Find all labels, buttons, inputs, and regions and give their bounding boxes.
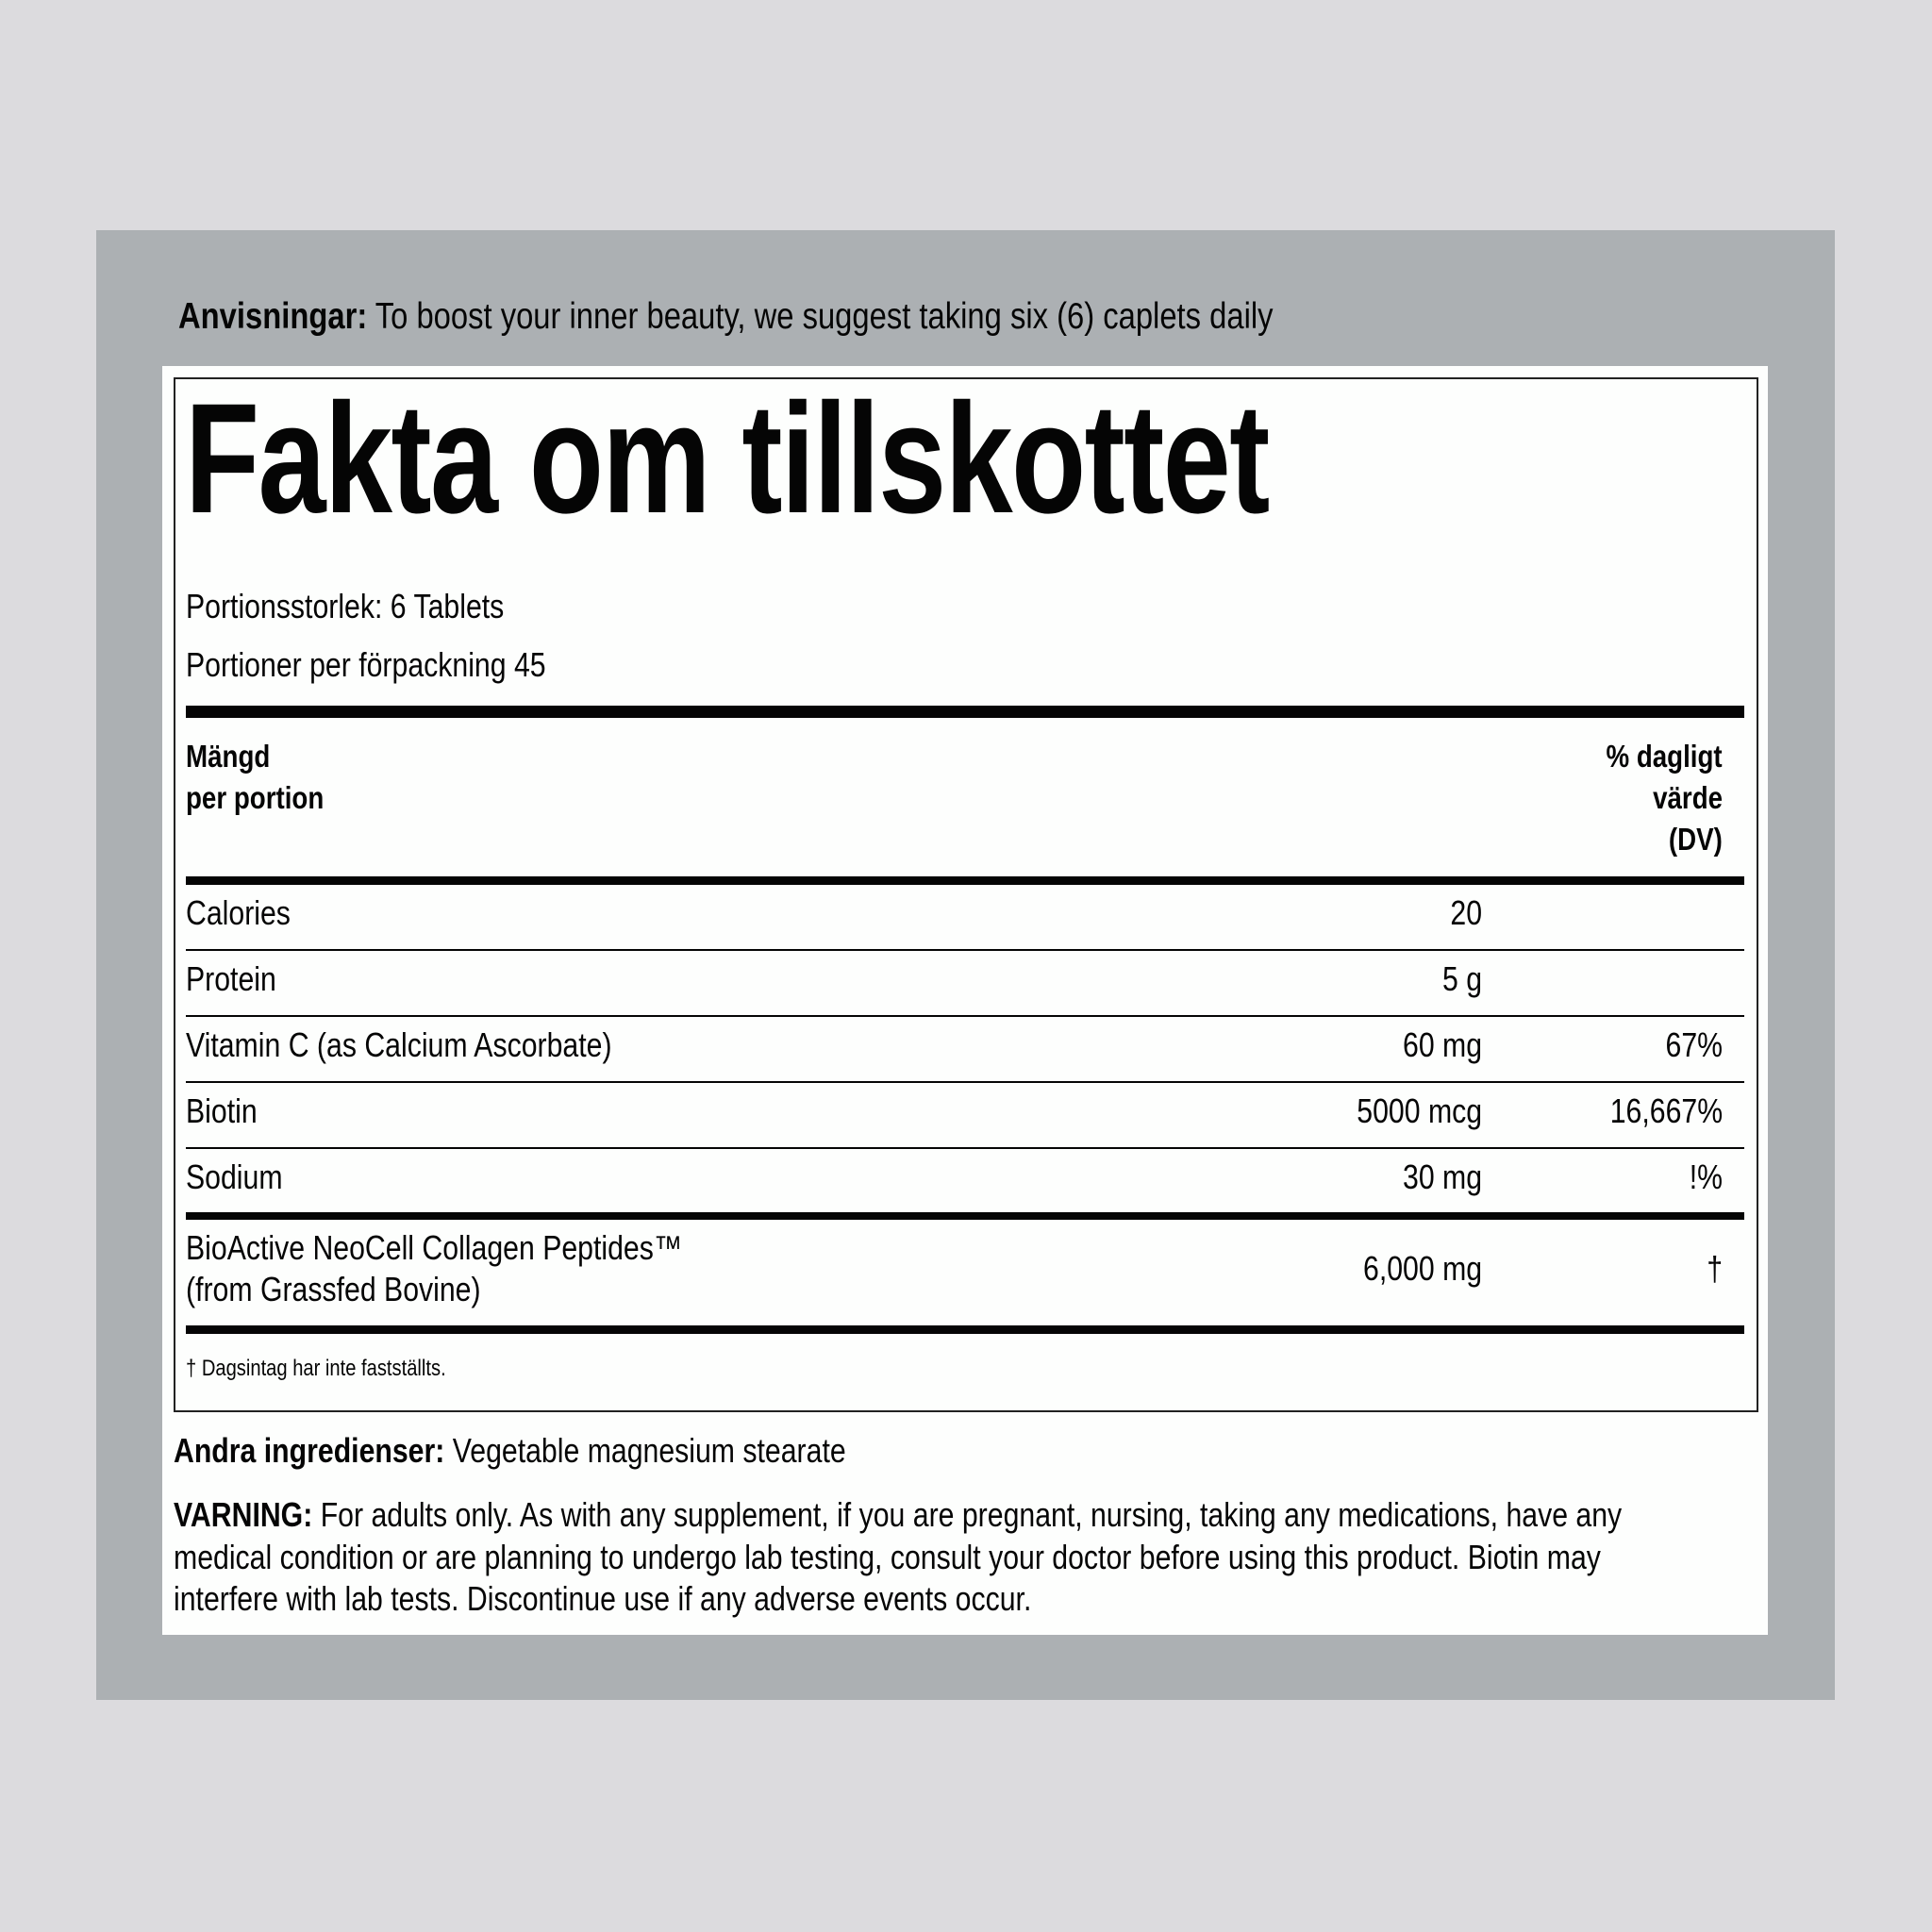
nutrient-amount: 30 mg <box>1402 1158 1482 1196</box>
nutrient-amount: 5000 mcg <box>1357 1091 1482 1130</box>
nutrient-amount: 5 g <box>1441 959 1482 998</box>
warning-line3: interfere with lab tests. Discontinue use if any adverse events occur. <box>174 1579 1032 1618</box>
nutrient-amount: 20 <box>1450 893 1482 932</box>
collagen-name-line2: (from Grassfed Bovine) <box>186 1270 481 1308</box>
serving-size: Portionsstorlek: 6 Tablets <box>186 587 505 625</box>
row-divider <box>186 1015 1744 1017</box>
other-ingredients <box>174 1432 846 1470</box>
header-dv-line1: % dagligt <box>1606 739 1723 774</box>
warning-line1: For adults only. As with any supplement, if you are pregnant, nursing, taking any medications, have any <box>320 1495 1623 1534</box>
footnote: † Dagsintag har inte fastställts. <box>186 1356 446 1381</box>
nutrient-dv: 16,667% <box>1609 1091 1723 1130</box>
nutrient-name: Protein <box>186 959 276 998</box>
header-dv-line2: värde <box>1653 780 1723 815</box>
header-dv-line3: (DV) <box>1669 822 1723 857</box>
collagen-dv: † <box>1707 1249 1723 1288</box>
row-divider <box>186 949 1744 951</box>
directions-label: Anvisningar: <box>178 296 368 337</box>
thick-divider <box>186 1212 1744 1220</box>
row-divider <box>186 1147 1744 1149</box>
thick-divider <box>186 1325 1744 1334</box>
nutrient-dv: !% <box>1689 1158 1723 1196</box>
header-amount-line2: per portion <box>186 780 325 815</box>
warning-label: VARNING: <box>174 1495 313 1534</box>
collagen-amount: 6,000 mg <box>1362 1249 1482 1288</box>
nutrient-name: Biotin <box>186 1091 258 1130</box>
servings-per-container: Portioner per förpackning 45 <box>186 645 546 684</box>
nutrient-name: Vitamin C (as Calcium Ascorbate) <box>186 1025 612 1064</box>
nutrient-name: Sodium <box>186 1158 283 1196</box>
nutrient-amount: 60 mg <box>1402 1025 1482 1064</box>
thick-divider <box>186 706 1744 718</box>
directions <box>178 296 1274 338</box>
other-ingredients-label: Andra ingredienser: <box>174 1431 445 1470</box>
collagen-name-line1: BioActive NeoCell Collagen Peptides™ <box>186 1228 683 1267</box>
header-amount-line1: Mängd <box>186 739 271 774</box>
facts-title: Fakta om tillskottet <box>185 372 1269 546</box>
warning-line2: medical condition or are planning to undergo lab testing, consult your doctor before using this product. Biotin may <box>174 1538 1601 1576</box>
other-ingredients-text: Vegetable magnesium stearate <box>452 1431 846 1470</box>
nutrient-dv: 67% <box>1665 1025 1723 1064</box>
thick-divider <box>186 876 1744 885</box>
directions-text: To boost your inner beauty, we suggest taking six (6) caplets daily <box>375 296 1274 337</box>
nutrient-name: Calories <box>186 893 291 932</box>
row-divider <box>186 1081 1744 1083</box>
